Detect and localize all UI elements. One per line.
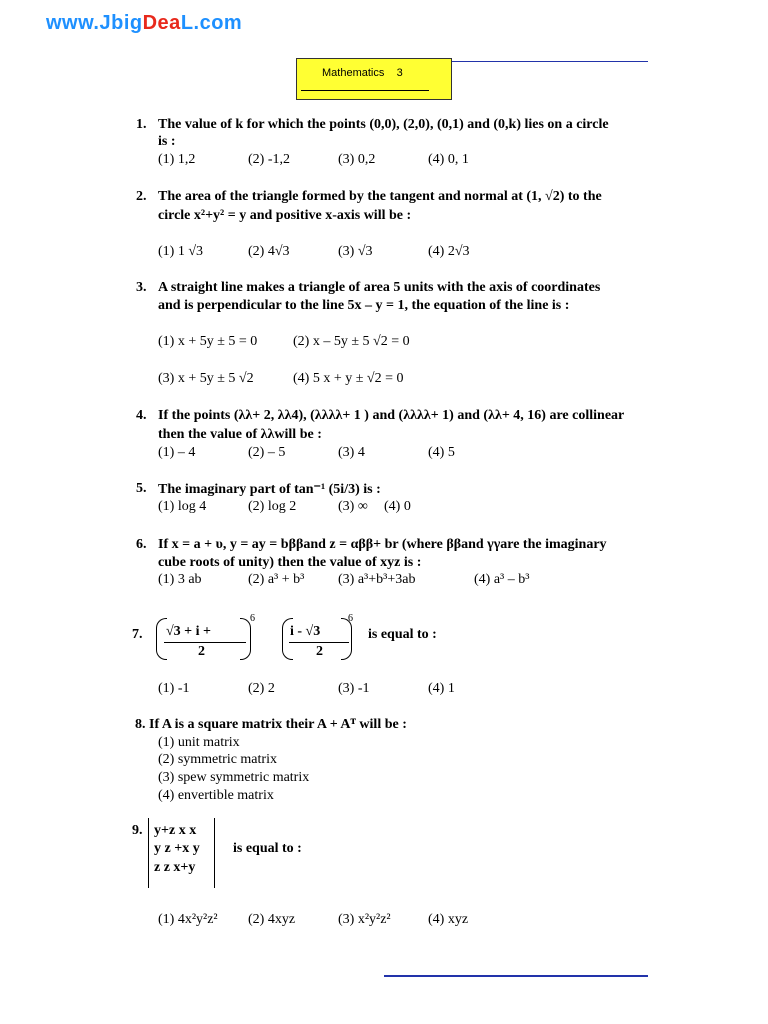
q6-text-line2: cube roots of unity) then the value of xyz is : (158, 555, 422, 570)
q8-option-1: (1) unit matrix (158, 735, 240, 750)
q1-option-3: (3) 0,2 (338, 152, 376, 167)
q1-option-1: (1) 1,2 (158, 152, 196, 167)
q5-option-2: (2) log 2 (248, 499, 297, 514)
q5-number: 5. (136, 481, 147, 496)
q1-text-line2: is : (158, 134, 176, 149)
q7-option-4: (4) 1 (428, 681, 455, 696)
q7-paren-right-1 (240, 618, 251, 660)
logo-name-part3: L (180, 12, 194, 34)
q8-option-2: (2) symmetric matrix (158, 752, 277, 767)
q3-option-4: (4) 5 x + y ± √2 = 0 (293, 371, 404, 386)
q7-frac1-bar (164, 642, 246, 643)
q6-option-3: (3) a³+b³+3ab (338, 572, 416, 587)
q4-option-2: (2) – 5 (248, 445, 286, 460)
logo-name-part1: Jbig (99, 12, 143, 34)
q3-text-line2: and is perpendicular to the line 5x – y = 1, the equation of the line is : (158, 298, 570, 313)
q4-number: 4. (136, 408, 147, 423)
q2-text-line2: circle x²+y² = y and positive x-axis will be : (158, 208, 412, 223)
q1-text-line1: The value of k for which the points (0,0), (2,0), (0,1) and (0,k) lies on a circle (158, 117, 609, 132)
q7-exponent-1: 6 (250, 613, 255, 624)
q8-text-line1: 8. If A is a square matrix their A + Aᵀ will be : (135, 717, 407, 732)
q5-option-3: (3) ∞ (338, 499, 368, 514)
q7-frac2-numerator: i - √3 (290, 624, 321, 639)
q2-option-4: (4) 2√3 (428, 244, 470, 259)
subject-box (296, 58, 452, 100)
q9-option-2: (2) 4xyz (248, 912, 296, 927)
q9-option-1: (1) 4x²y²z² (158, 912, 218, 927)
q3-option-2: (2) x – 5y ± 5 √2 = 0 (293, 334, 410, 349)
logo-suffix: .com (193, 12, 243, 34)
q1-option-2: (2) -1,2 (248, 152, 290, 167)
q9-tail: is equal to : (233, 841, 302, 856)
q8-option-3: (3) spew symmetric matrix (158, 770, 310, 785)
q2-option-2: (2) 4√3 (248, 244, 290, 259)
subject-title: Mathematics 3 (322, 67, 403, 79)
q7-frac2-denominator: 2 (316, 644, 323, 659)
q4-option-1: (1) – 4 (158, 445, 196, 460)
q1-number: 1. (136, 117, 147, 132)
header-rule (452, 61, 648, 62)
q8-option-4: (4) envertible matrix (158, 788, 274, 803)
q7-paren-right-2 (341, 618, 352, 660)
q5-option-1: (1) log 4 (158, 499, 207, 514)
q7-tail: is equal to : (368, 627, 437, 642)
logo-name-part2: Dea (142, 12, 181, 34)
q4-text-line2: then the value of λλwill be : (158, 427, 322, 442)
q4-text-line1: If the points (λλ+ 2, λλ4), (λλλλ+ 1 ) and (λλλλ+ 1) and (λλ+ 4, 16) are collinear (158, 408, 625, 423)
q2-text-line1: The area of the triangle formed by the tangent and normal at (1, √2) to the (158, 189, 602, 204)
q7-frac1-numerator: √3 + i + (166, 624, 212, 639)
q9-option-3: (3) x²y²z² (338, 912, 391, 927)
q7-exponent-2: 6 (348, 613, 353, 624)
site-logo[interactable] (46, 12, 242, 35)
q2-number: 2. (136, 189, 147, 204)
q9-number: 9. (132, 823, 143, 838)
q6-option-2: (2) a³ + b³ (248, 572, 305, 587)
q6-option-4: (4) a³ – b³ (474, 572, 530, 587)
q9-option-4: (4) xyz (428, 912, 469, 927)
q6-option-1: (1) 3 ab (158, 572, 202, 587)
q3-number: 3. (136, 280, 147, 295)
q7-number: 7. (132, 627, 143, 642)
q2-option-3: (3) √3 (338, 244, 373, 259)
q9-det-bar-right (214, 818, 215, 888)
q6-number: 6. (136, 537, 147, 552)
q9-row-1: y+z x x (154, 823, 197, 838)
subject-underline (301, 90, 429, 91)
q5-text-line1: The imaginary part of tan⁻¹ (5i/3) is : (158, 482, 381, 497)
q3-option-3: (3) x + 5y ± 5 √2 (158, 371, 254, 386)
logo-prefix: www. (46, 12, 100, 34)
q4-option-3: (3) 4 (338, 445, 365, 460)
footer-rule (384, 975, 648, 977)
q7-frac1-denominator: 2 (198, 644, 205, 659)
q3-option-1: (1) x + 5y ± 5 = 0 (158, 334, 258, 349)
q1-option-4: (4) 0, 1 (428, 152, 469, 167)
q2-option-1: (1) 1 √3 (158, 244, 204, 259)
q9-row-3: z z x+y (154, 860, 196, 875)
q7-option-1: (1) -1 (158, 681, 190, 696)
q9-row-2: y z +x y (154, 841, 200, 856)
q7-option-3: (3) -1 (338, 681, 370, 696)
q3-text-line1: A straight line makes a triangle of area 5 units with the axis of coordinates (158, 280, 601, 295)
q5-option-4: (4) 0 (384, 499, 411, 514)
q9-det-bar-left (148, 818, 149, 888)
q7-option-2: (2) 2 (248, 681, 275, 696)
q6-text-line1: If x = a + υ, y = ay = bββand z = αββ+ br (where ββand γγare the imaginary (158, 537, 607, 552)
q7-frac2-bar (289, 642, 349, 643)
q4-option-4: (4) 5 (428, 445, 455, 460)
